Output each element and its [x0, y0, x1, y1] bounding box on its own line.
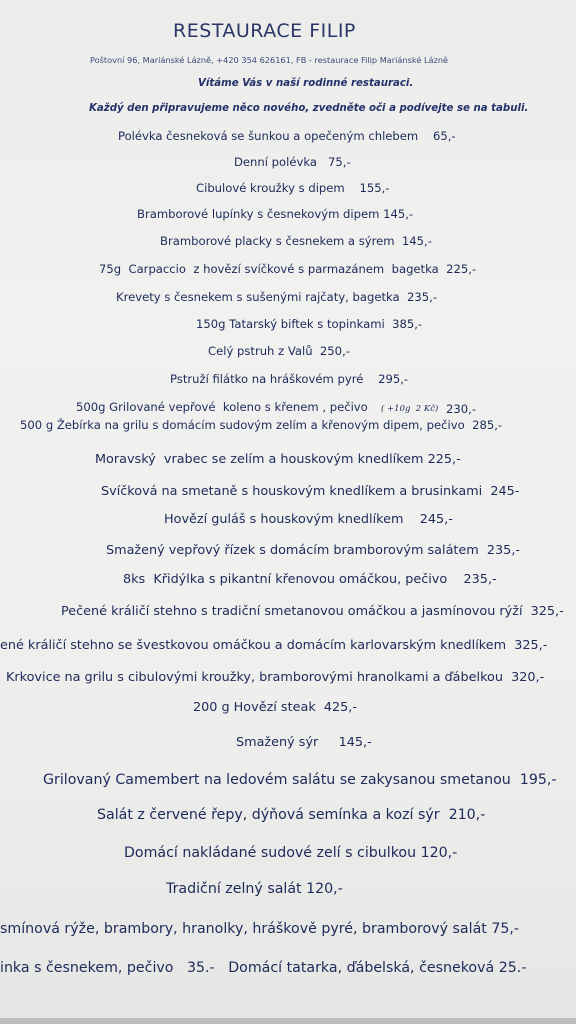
- menu-item: Polévka česneková se šunkou a opečeným chlebem 65,-: [118, 129, 456, 143]
- menu-item: smínová rýže, brambory, hranolky, hráškově pyré, bramborový salát 75,-: [0, 921, 520, 937]
- menu-item: Moravský vrabec se zelím a houskovým knedlíkem 225,-: [95, 452, 461, 467]
- menu-item: Svíčková na smetaně s houskovým knedlíkem a brusinkami 245-: [101, 484, 520, 499]
- weight-price-note: ( +10g 2 Kč): [381, 404, 439, 414]
- menu-item: 500g Grilované vepřové koleno s křenem , pečivo: [76, 400, 368, 414]
- menu-item: 200 g Hovězí steak 425,-: [193, 700, 357, 715]
- menu-item: Hovězí guláš s houskovým knedlíkem 245,-: [164, 512, 453, 527]
- menu-item: Smažený vepřový řízek s domácím bramborovým salátem 235,-: [106, 543, 521, 558]
- menu-item: 500 g Žebírka na grilu s domácím sudovým zelím a křenovým dipem, pečivo 285,-: [20, 418, 503, 432]
- menu-item: ené králičí stehno se švestkovou omáčkou a domácím karlovarským knedlíkem 325,-: [0, 638, 548, 653]
- welcome-text: Vítáme Vás v naší rodinné restauraci.: [198, 78, 414, 89]
- menu-item: Pstruží filátko na hráškovém pyré 295,-: [170, 372, 409, 386]
- daily-special-note: Každý den připravujeme něco nového, zvedněte oči a podívejte se na tabuli.: [89, 103, 529, 114]
- menu-item: Bramborové placky s česnekem a sýrem 145,-: [160, 234, 432, 248]
- menu-item: inka s česnekem, pečivo 35.- Domácí tatarka, ďábelská, česneková 25.-: [0, 960, 527, 976]
- menu-item: 150g Tatarský biftek s topinkami 385,-: [196, 317, 423, 331]
- menu-item: Cibulové kroužky s dipem 155,-: [196, 181, 390, 195]
- table-edge: [0, 1018, 576, 1024]
- menu-item: Salát z červené řepy, dýňová semínka a kozí sýr 210,-: [97, 807, 486, 823]
- menu-item: Krevety s česnekem s sušenými rajčaty, bagetka 235,-: [116, 290, 438, 304]
- menu-item: Denní polévka 75,-: [234, 155, 351, 169]
- menu-item: Domácí nakládané sudové zelí s cibulkou 120,-: [124, 845, 458, 861]
- menu-item: 75g Carpaccio z hovězí svíčkové s parmazánem bagetka 225,-: [99, 262, 477, 276]
- menu-item: Grilovaný Camembert na ledovém salátu se zakysanou smetanou 195,-: [43, 772, 557, 788]
- menu-item: 8ks Křidýlka s pikantní křenovou omáčkou, pečivo 235,-: [123, 572, 497, 587]
- menu-item: Krkovice na grilu s cibulovými kroužky, bramborovými hranolkami a ďábelkou 320,-: [6, 670, 545, 685]
- menu-item: Bramborové lupínky s česnekovým dipem 145,-: [137, 207, 414, 221]
- menu-item-price: 230,-: [446, 402, 476, 416]
- restaurant-title: RESTAURACE FILIP: [173, 20, 356, 42]
- menu-item: Tradiční zelný salát 120,-: [166, 881, 343, 897]
- menu-item: Pečené králičí stehno s tradiční smetanovou omáčkou a jasmínovou rýží 325,-: [61, 604, 564, 619]
- address-line: Poštovní 96, Mariánské Lázně, +420 354 626161, FB - restaurace Filip Mariánské Lázně: [90, 55, 449, 65]
- menu-item: Smažený sýr 145,-: [236, 735, 372, 750]
- menu-item: Celý pstruh z Valů 250,-: [208, 344, 350, 358]
